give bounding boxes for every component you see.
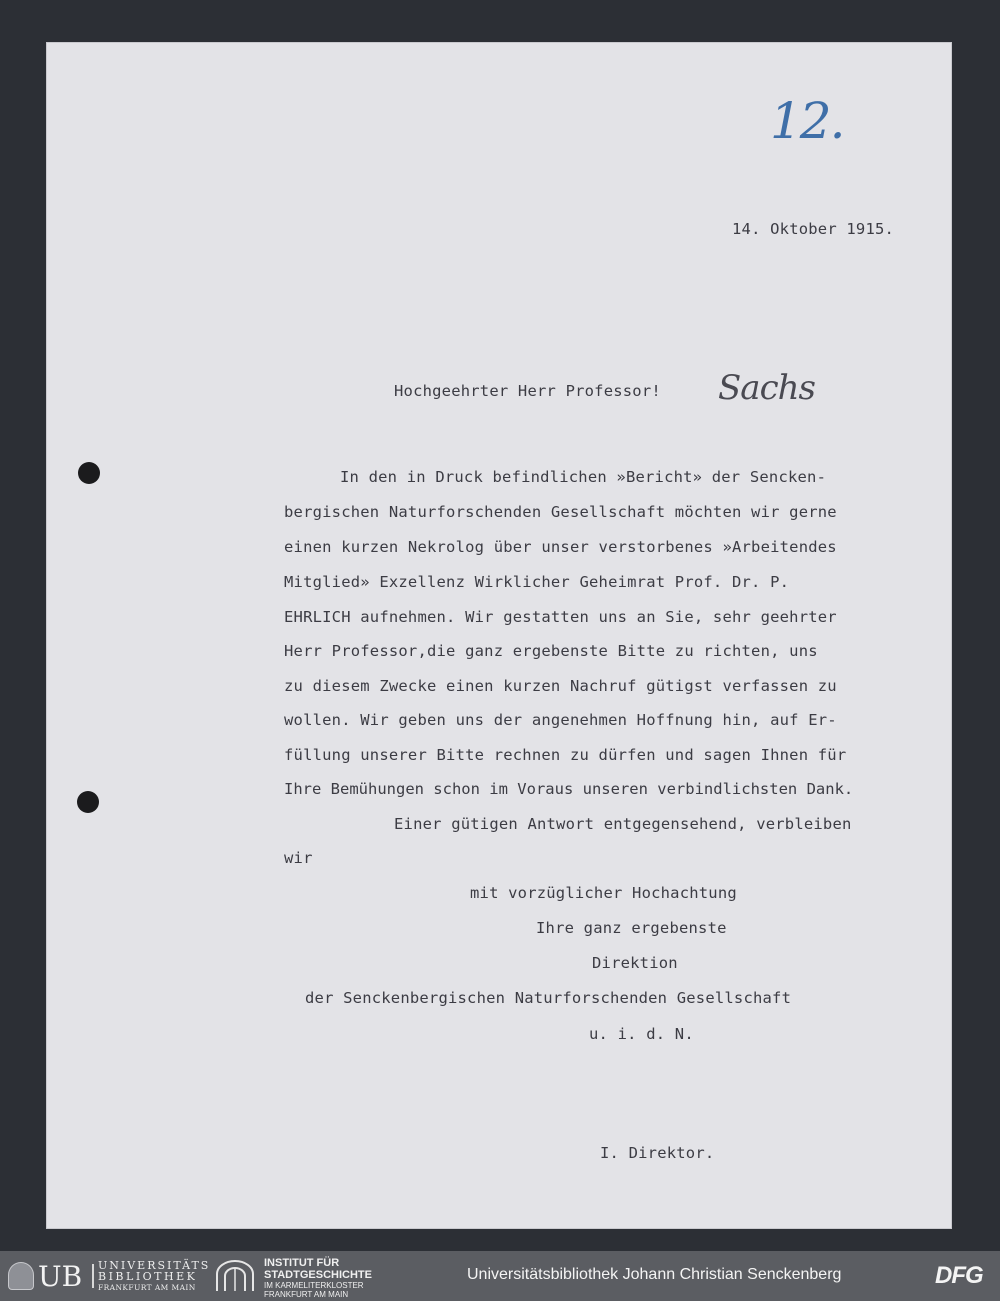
- body-line: EHRLICH aufnehmen. Wir gestatten uns an Sie, sehr geehrter: [284, 608, 837, 626]
- punch-hole-bottom: [77, 791, 99, 813]
- handwritten-name: Sachs: [718, 368, 815, 408]
- divider: [92, 1264, 94, 1288]
- closing-line: der Senckenbergischen Naturforschenden Gesellschaft: [305, 989, 792, 1007]
- body-line: Herr Professor,die ganz ergebenste Bitte zu richten, uns: [284, 642, 818, 660]
- body-line: Ihre Bemühungen schon im Voraus unseren verbindlichsten Dank.: [284, 780, 854, 798]
- signature-line: I. Direktor.: [600, 1144, 715, 1162]
- ub-name-line1: UNIVERSITÄTS: [98, 1259, 211, 1272]
- closing-line: mit vorzüglicher Hochachtung: [470, 884, 737, 902]
- body-line: wollen. Wir geben uns der angenehmen Hoffnung hin, auf Er-: [284, 711, 837, 729]
- punch-hole-top: [78, 462, 100, 484]
- ub-logo: [8, 1260, 94, 1293]
- isg-line1: INSTITUT FÜR: [264, 1257, 340, 1269]
- ub-logo-text: UB: [38, 1260, 83, 1293]
- isg-line3: IM KARMELITERKLOSTER: [264, 1281, 364, 1290]
- body-line: Mitglied» Exzellenz Wirklicher Geheimrat Prof. Dr. P.: [284, 573, 790, 591]
- body-line: In den in Druck befindlichen »Bericht» der Sencken-: [340, 468, 827, 486]
- dfg-logo: DFG: [935, 1262, 983, 1289]
- body-line: wir: [284, 849, 313, 867]
- isg-line2: STADTGESCHICHTE: [264, 1269, 372, 1281]
- footer-bar: [0, 1251, 1000, 1301]
- footer-center-text: Universitätsbibliothek Johann Christian Senckenberg: [467, 1266, 842, 1283]
- ub-name-line2: BIBLIOTHEK: [98, 1270, 198, 1283]
- letter-page: [46, 42, 952, 1229]
- portrait-icon: [8, 1262, 34, 1290]
- closing-line: Direktion: [592, 954, 678, 972]
- closing-line: Ihre ganz ergebenste: [536, 919, 727, 937]
- body-line: zu diesem Zwecke einen kurzen Nachruf gütigst verfassen zu: [284, 677, 837, 695]
- isg-name: [264, 1258, 372, 1299]
- body-line: bergischen Naturforschenden Gesellschaft möchten wir gerne: [284, 503, 837, 521]
- isg-line4: FRANKFURT AM MAIN: [264, 1290, 349, 1299]
- ub-name-line3: FRANKFURT AM MAIN: [98, 1283, 196, 1292]
- body-line: einen kurzen Nekrolog über unser verstorbenes »Arbeitendes: [284, 538, 837, 556]
- body-line: füllung unserer Bitte rechnen zu dürfen und sagen Ihnen für: [284, 746, 847, 764]
- salutation: Hochgeehrter Herr Professor!: [394, 382, 661, 400]
- arch-icon: [215, 1260, 255, 1292]
- letter-date: 14. Oktober 1915.: [732, 220, 895, 238]
- closing-line: u. i. d. N.: [589, 1025, 694, 1043]
- ub-name: [98, 1260, 210, 1293]
- body-line: Einer gütigen Antwort entgegensehend, verbleiben: [394, 815, 852, 833]
- folio-number: 12.: [770, 92, 844, 150]
